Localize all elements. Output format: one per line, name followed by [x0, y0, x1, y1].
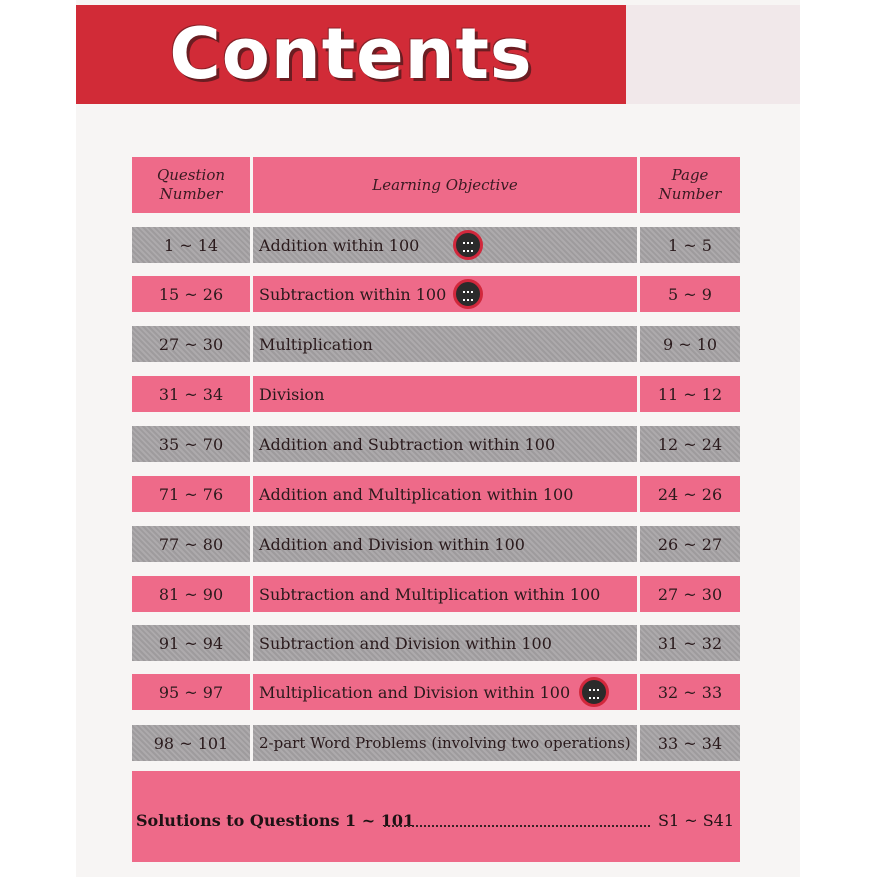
- row-4-objective: Division: [253, 376, 637, 412]
- calculator-badge-icon: [579, 677, 609, 707]
- solutions-row: [132, 771, 740, 862]
- row-6-objective: Addition and Multiplication within 100: [253, 476, 637, 512]
- banner-tab: [626, 5, 800, 104]
- row-2-page: 5 ~ 9: [640, 276, 740, 312]
- header-question-number: Question Number: [132, 157, 250, 213]
- row-1-page: 1 ~ 5: [640, 227, 740, 263]
- row-7-page: 26 ~ 27: [640, 526, 740, 562]
- page-title: Contents: [169, 13, 533, 95]
- row-7-question: 77 ~ 80: [132, 526, 250, 562]
- row-10-objective: Multiplication and Division within 100: [253, 674, 637, 710]
- row-5-objective: Addition and Subtraction within 100: [253, 426, 637, 462]
- header-learning-objective: Learning Objective: [253, 157, 637, 213]
- row-8-page: 27 ~ 30: [640, 576, 740, 612]
- row-11-page: 33 ~ 34: [640, 725, 740, 761]
- row-4-page: 11 ~ 12: [640, 376, 740, 412]
- row-5-page: 12 ~ 24: [640, 426, 740, 462]
- row-5-question: 35 ~ 70: [132, 426, 250, 462]
- row-3-question: 27 ~ 30: [132, 326, 250, 362]
- row-1-question: 1 ~ 14: [132, 227, 250, 263]
- row-4-question: 31 ~ 34: [132, 376, 250, 412]
- calculator-badge-icon: [453, 230, 483, 260]
- row-6-page: 24 ~ 26: [640, 476, 740, 512]
- row-2-question: 15 ~ 26: [132, 276, 250, 312]
- row-10-page: 32 ~ 33: [640, 674, 740, 710]
- header-page-number: Page Number: [640, 157, 740, 213]
- row-11-question: 98 ~ 101: [132, 725, 250, 761]
- row-8-objective: Subtraction and Multiplication within 100: [253, 576, 637, 612]
- row-9-page: 31 ~ 32: [640, 625, 740, 661]
- row-6-question: 71 ~ 76: [132, 476, 250, 512]
- row-11-objective: 2-part Word Problems (involving two operations): [253, 725, 637, 761]
- row-3-objective: Multiplication: [253, 326, 637, 362]
- row-9-objective: Subtraction and Division within 100: [253, 625, 637, 661]
- calculator-badge-icon: [453, 279, 483, 309]
- row-1-objective: Addition within 100: [253, 227, 637, 263]
- row-10-question: 95 ~ 97: [132, 674, 250, 710]
- row-3-page: 9 ~ 10: [640, 326, 740, 362]
- row-8-question: 81 ~ 90: [132, 576, 250, 612]
- solutions-page: S1 ~ S41: [658, 811, 735, 830]
- dotted-leader: [384, 825, 650, 827]
- title-banner: [76, 5, 626, 104]
- solutions-label: Solutions to Questions 1 ~ 101: [136, 811, 415, 830]
- row-9-question: 91 ~ 94: [132, 625, 250, 661]
- row-7-objective: Addition and Division within 100: [253, 526, 637, 562]
- row-2-objective: Subtraction within 100: [253, 276, 637, 312]
